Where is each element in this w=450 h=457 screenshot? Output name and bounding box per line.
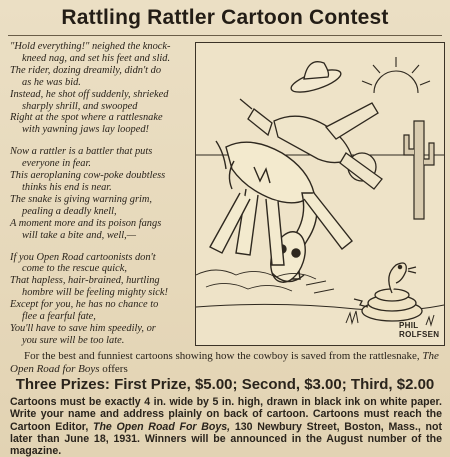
- poem-line: as he was bid.: [22, 76, 81, 88]
- poem-line: That hapless, hair-brained, hurtling: [10, 275, 160, 287]
- poem-line: kneed nag, and set his feet and slid.: [22, 52, 171, 64]
- dust-cloud: [196, 270, 334, 293]
- poem-line: hombre will be feeling mighty sick!: [22, 287, 168, 299]
- contest-title: Rattling Rattler Cartoon Contest: [61, 6, 389, 29]
- rules-text-2: 130 Newbury Street, Boston, Mass., not later than June 18, 1931. Winners will be announced in the August number of the magazine.: [10, 420, 442, 457]
- prizes-heading: Three Prizes:: [15, 376, 110, 393]
- poem-line: "Hold everything!" neighed the knock-: [10, 41, 171, 52]
- poem-line: you sure will be too late.: [22, 334, 125, 346]
- cowboy-hat-icon: [289, 62, 343, 97]
- poem-line: come to the rescue quick,: [22, 263, 127, 275]
- poem-line: You'll have to save him speedily, or: [10, 322, 156, 334]
- poem-stanza-2: [10, 146, 205, 241]
- poem-line: A moment more and its poison fangs: [10, 217, 162, 229]
- rules-magazine-name: The Open Road For Boys,: [92, 420, 231, 433]
- poem-line: everyone in fear.: [22, 158, 91, 170]
- contest-poem: [10, 41, 205, 357]
- rattlesnake-icon: [354, 263, 422, 321]
- first-prize: First Prize, $5.00;: [114, 376, 238, 393]
- intro-suffix: offers: [99, 363, 128, 375]
- cowboy-thrown-from-horse-near-rattlesnake-illustration: [196, 43, 444, 345]
- third-prize: Third, $2.00: [350, 376, 435, 393]
- title-divider: [8, 35, 442, 36]
- poem-line: Right at the spot where a rattlesnake: [10, 112, 163, 124]
- poem-line: with yawning jaws lay looped!: [22, 124, 149, 136]
- artist-signature: PHIL ROLFSEN: [399, 321, 440, 339]
- poem-stanza-3: [10, 252, 205, 347]
- intro-text: For the best and funniest cartoons showing how the cowboy is saved from the rattlesnake,: [24, 350, 423, 362]
- cactus-icon: [404, 121, 434, 219]
- poem-line: sharply shrill, and swooped: [22, 100, 138, 112]
- second-prize: Second, $3.00;: [241, 376, 347, 393]
- cartoon-illustration: [195, 42, 445, 346]
- poem-line: flee a fearful fate,: [22, 311, 96, 323]
- magazine-name: The Open Road for Boys: [10, 350, 439, 375]
- poem-stanza-1: [10, 41, 205, 136]
- poem-line: Except for you, he has no chance to: [10, 299, 159, 311]
- poem-line: If you Open Road cartoonists don't: [10, 251, 156, 263]
- contest-intro: [10, 350, 442, 376]
- poem-line: pealing a deadly knell,: [22, 205, 117, 217]
- poem-line: The snake is giving warning grim,: [10, 193, 153, 205]
- rules-text-1: Cartoons must be exactly 4 in. wide by 5 in. high, drawn in black ink on white paper. Write your name and address plainly on back of cartoon. Cartoons must reach the Cartoon Editor,: [10, 396, 442, 433]
- poem-line: The rider, dozing dreamily, didn't do: [10, 64, 162, 76]
- poem-line: thinks his end is near.: [22, 181, 112, 193]
- sun-icon: [362, 57, 430, 93]
- poem-line: Instead, he shot off suddenly, shrieked: [10, 88, 169, 100]
- poem-line: will take a bite and, well,—: [22, 229, 136, 241]
- poem-line: This aeroplaning cow-poke doubtless: [10, 170, 166, 182]
- prize-line: [0, 376, 450, 393]
- poem-line: Now a rattler is a battler that puts: [10, 146, 153, 158]
- contest-rules: [10, 396, 442, 457]
